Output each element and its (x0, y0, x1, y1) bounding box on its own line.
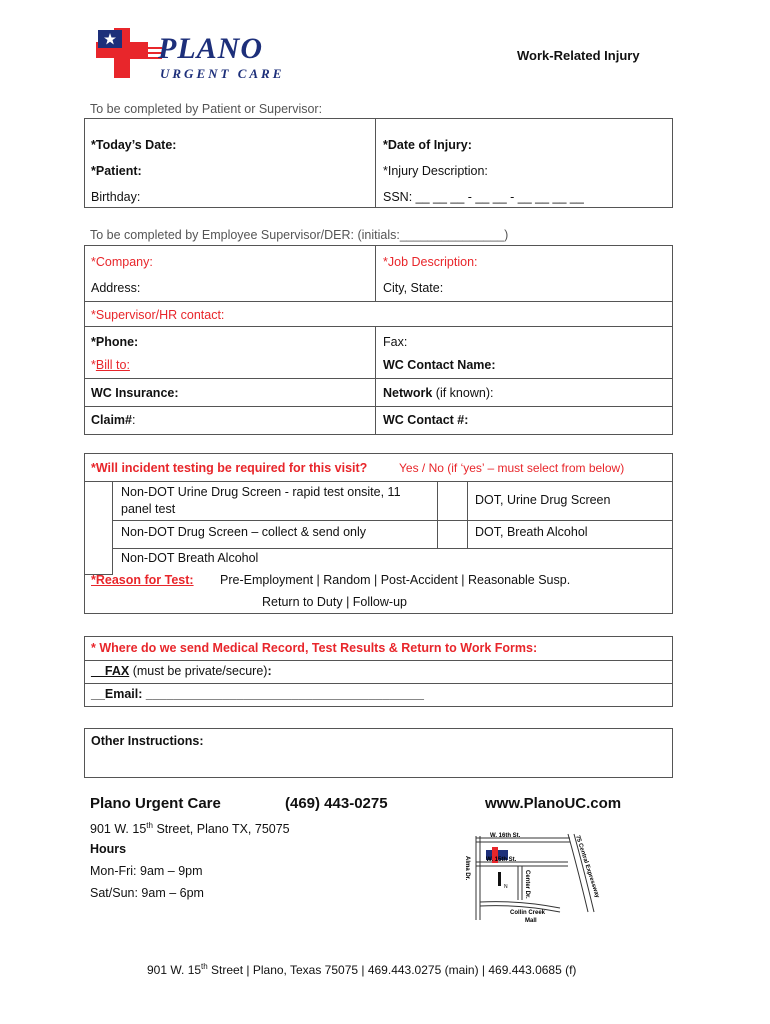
testing-question: *Will incident testing be required for this visit? (91, 461, 368, 475)
claim-label: Claim# (91, 413, 132, 427)
footer-contact-line (147, 962, 576, 977)
clinic-address (90, 821, 290, 836)
clinic-address-street: 901 W. 15 (90, 822, 147, 837)
fax-destination-colon: : (267, 664, 272, 678)
company-field[interactable]: *Company: (91, 255, 153, 269)
network-field[interactable] (383, 386, 493, 400)
bill-to-label: Bill to: (95, 358, 130, 372)
hours-weekend: Sat/Sun: 9am – 6pm (90, 886, 204, 900)
wc-contact-number-field[interactable]: WC Contact #: (383, 413, 469, 427)
required-mark: * (91, 358, 96, 372)
logo-subtitle: URGENT CARE (160, 66, 285, 81)
map-label-north: N (504, 884, 508, 890)
testing-yes-no-options[interactable]: Yes / No (if ‘yes’ – must select from below) (399, 461, 625, 475)
map-label-mall-b: Mall (525, 918, 537, 924)
page-title: Work-Related Injury (517, 48, 640, 63)
map-label-w15: W. 15th St. (486, 857, 517, 863)
fax-destination-label: __FAX (91, 664, 130, 678)
wc-insurance-field[interactable]: WC Insurance: (91, 386, 179, 400)
employer-info-table (84, 245, 673, 435)
employer-section-intro: To be completed by Employee Supervisor/DER: (initials:_______________) (90, 228, 509, 242)
records-table (84, 636, 673, 707)
phone-field[interactable]: *Phone: (91, 335, 139, 349)
clinic-address-rest: Street, Plano TX, 75075 (152, 822, 290, 837)
reason-options-line2[interactable]: Return to Duty | Follow-up (262, 595, 407, 609)
dot-urine-option[interactable]: DOT, Urine Drug Screen (475, 493, 611, 507)
ssn-field[interactable]: SSN: __ __ __ - __ __ - __ __ __ __ (383, 190, 584, 204)
job-description-field[interactable]: *Job Description: (383, 255, 478, 269)
map-label-mall-a: Collin Creek (510, 910, 546, 916)
non-dot-urine-line2: panel test (121, 502, 176, 516)
clinic-website[interactable]: www.PlanoUC.com (485, 795, 622, 812)
bill-to-field[interactable] (91, 358, 130, 372)
clinic-address-suffix: th (146, 821, 153, 830)
claim-field[interactable] (91, 413, 135, 427)
patient-info-table (84, 118, 673, 208)
testing-table (84, 453, 673, 614)
map-label-w16: W. 16th St. (490, 833, 521, 839)
clinic-name: Plano Urgent Care (90, 795, 221, 812)
map-label-expressway: 75 Central Expressway (574, 834, 601, 899)
other-instructions-box[interactable] (84, 728, 673, 778)
logo-name: PLANO (158, 32, 263, 65)
records-question: * Where do we send Medical Record, Test Results & Return to Work Forms: (91, 641, 538, 655)
non-dot-urine-line1: Non-DOT Urine Drug Screen - rapid test onsite, 11 (121, 485, 401, 499)
fax-field[interactable]: Fax: (383, 335, 408, 349)
reason-for-test-label: *Reason for Test: (91, 573, 194, 587)
claim-colon: : (132, 413, 136, 427)
date-of-injury-field[interactable]: *Date of Injury: (383, 138, 472, 152)
other-instructions-label: Other Instructions: (91, 734, 204, 748)
non-dot-breath-alcohol-option[interactable]: Non-DOT Breath Alcohol (121, 551, 259, 565)
medical-cross-icon (92, 26, 162, 80)
non-dot-urine-option[interactable] (121, 484, 401, 518)
patient-name-field[interactable]: *Patient: (91, 164, 142, 178)
network-label: Network (383, 386, 433, 400)
birthday-field[interactable]: Birthday: (91, 190, 141, 204)
footer-street-suffix: th (201, 962, 208, 971)
footer-street: 901 W. 15 (147, 963, 202, 977)
hours-label: Hours (90, 842, 127, 856)
non-dot-drug-option[interactable]: Non-DOT Drug Screen – collect & send only (121, 525, 367, 539)
location-map (460, 830, 610, 930)
hours-weekday: Mon-Fri: 9am – 9pm (90, 864, 203, 878)
footer-rest: Street | Plano, Texas 75075 | 469.443.0275 (main) | 469.443.0685 (f) (207, 963, 577, 977)
dot-breath-alcohol-option[interactable]: DOT, Breath Alcohol (475, 525, 588, 539)
map-label-alma: Alma Dr. (464, 856, 470, 881)
clinic-phone: (469) 443-0275 (285, 795, 388, 812)
injury-description-field[interactable]: *Injury Description: (383, 164, 488, 178)
logo (92, 26, 297, 82)
fax-destination-field[interactable] (91, 664, 272, 678)
wc-contact-name-field[interactable]: WC Contact Name: (383, 358, 496, 372)
reason-options-line1[interactable]: Pre-Employment | Random | Post-Accident | Reasonable Susp. (220, 573, 571, 587)
todays-date-field[interactable]: *Today’s Date: (91, 138, 177, 152)
address-field[interactable]: Address: (91, 281, 141, 295)
city-state-field[interactable]: City, State: (383, 281, 444, 295)
fax-destination-note: (must be private/secure) (129, 664, 268, 678)
email-destination-field[interactable]: __Email: ________________________________________ (91, 687, 424, 701)
supervisor-hr-contact-field[interactable]: *Supervisor/HR contact: (91, 308, 225, 322)
map-label-center: Center Dr. (524, 870, 530, 899)
network-note: (if known): (432, 386, 494, 400)
patient-section-intro: To be completed by Patient or Supervisor: (90, 102, 323, 116)
